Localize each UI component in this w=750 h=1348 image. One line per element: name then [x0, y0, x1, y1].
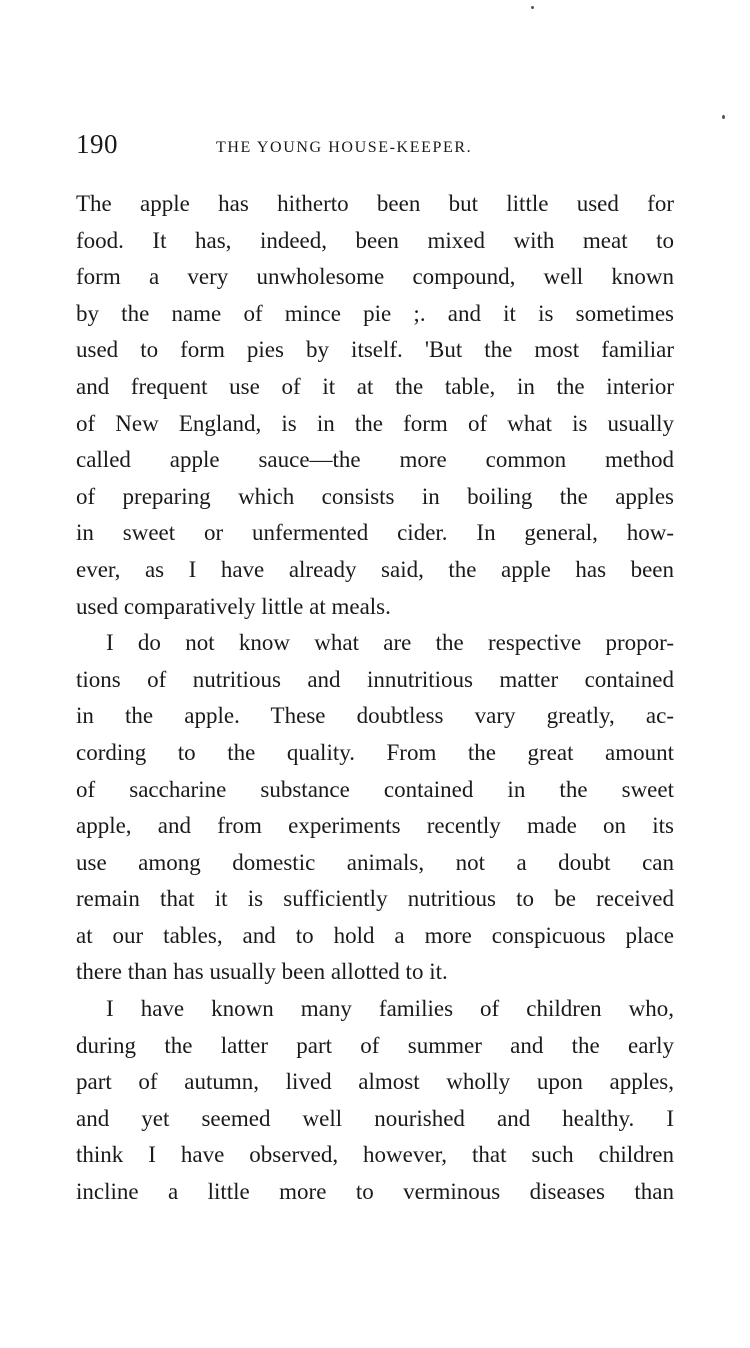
text-line: part of autumn, lived almost wholly upon apples,: [76, 1069, 674, 1095]
text-line: food. It has, indeed, been mixed with meat to: [76, 227, 674, 253]
text-line: during the latter part of summer and the early: [76, 1032, 674, 1058]
text-line: incline a little more to verminous diseases than: [76, 1179, 674, 1205]
text-line: there than has usually been allotted to it.: [76, 959, 448, 985]
page-header: [76, 128, 676, 164]
text-line: use among domestic animals, not a doubt can: [76, 849, 674, 875]
text-line: of preparing which consists in boiling the apples: [76, 483, 674, 509]
text-line: by the name of mince pie ;. and it is sometimes: [76, 300, 674, 326]
text-line: ever, as I have already said, the apple has been: [76, 556, 674, 582]
text-line: I have known many families of children who,: [106, 996, 674, 1022]
print-speck: [722, 115, 725, 119]
text-line: apple, and from experiments recently made on its: [76, 813, 674, 839]
text-line: used comparatively little at meals.: [76, 593, 391, 619]
page-number: 190: [76, 129, 118, 159]
paragraph: [76, 186, 674, 625]
text-line: tions of nutritious and innutritious matter contained: [76, 666, 674, 692]
text-line: called apple sauce—the more common method: [76, 447, 674, 473]
text-line: of New England, is in the form of what is usually: [76, 410, 674, 436]
text-line: cording to the quality. From the great amount: [76, 739, 674, 765]
paragraph: [76, 625, 674, 991]
text-line: form a very unwholesome compound, well known: [76, 264, 674, 290]
text-line: used to form pies by itself. 'But the most familiar: [76, 337, 674, 363]
body-text: [76, 186, 674, 1211]
text-line: The apple has hitherto been but little used for: [76, 191, 674, 216]
running-head: THE YOUNG HOUSE-KEEPER.: [216, 139, 473, 156]
text-line: in sweet or unfermented cider. In general, how-: [76, 520, 674, 546]
text-line: and yet seemed well nourished and healthy. I: [76, 1105, 674, 1131]
text-line: I do not know what are the respective propor-: [106, 630, 674, 656]
print-speck: [531, 6, 534, 9]
text-line: and frequent use of it at the table, in the interior: [76, 373, 674, 399]
text-line: think I have observed, however, that such children: [76, 1142, 674, 1168]
text-line: at our tables, and to hold a more conspicuous place: [76, 922, 674, 948]
text-line: in the apple. These doubtless vary greatly, ac-: [76, 703, 674, 729]
text-line: of saccharine substance contained in the sweet: [76, 776, 674, 802]
text-line: remain that it is sufficiently nutritious to be received: [76, 886, 674, 912]
paragraph: [76, 991, 674, 1211]
